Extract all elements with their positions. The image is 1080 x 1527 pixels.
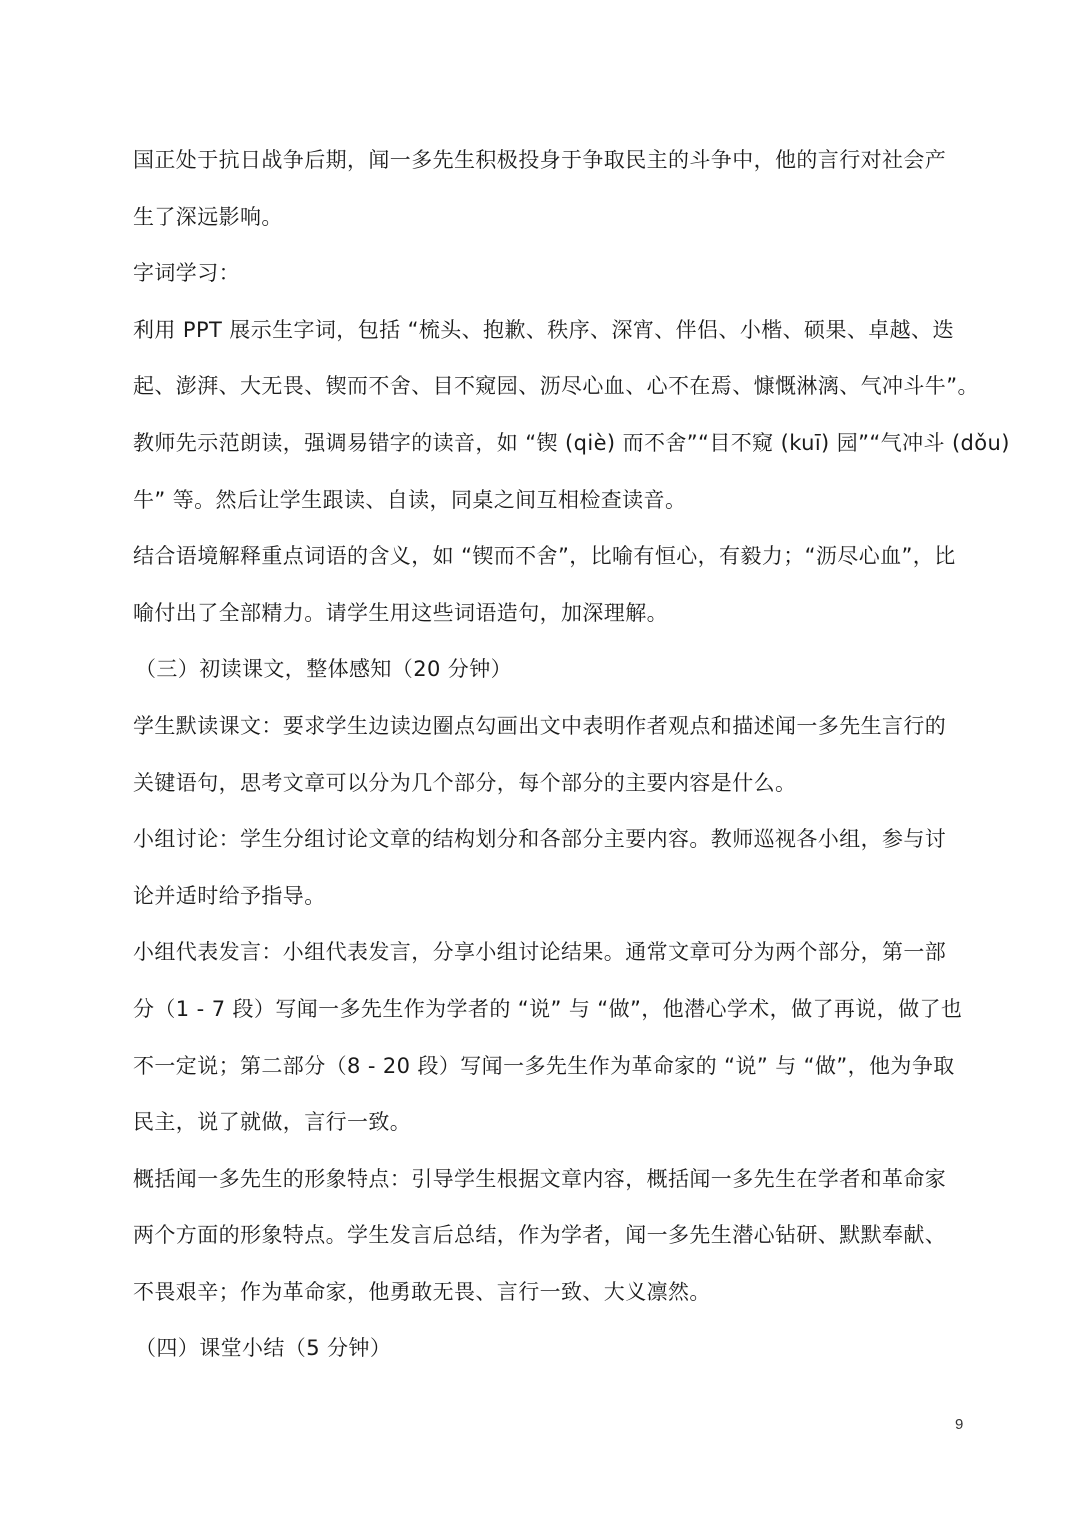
text-line: 利用 PPT 展示生字词，包括 “梳头、抱歉、秩序、深宵、伴侣、小楷、硕果、卓越、迭 <box>133 317 954 342</box>
page-number: 9 <box>955 1416 964 1433</box>
text-line: 学生默读课文：要求学生边读边圈点勾画出文中表明作者观点和描述闻一多先生言行的 <box>133 713 947 738</box>
text-line: 起、澎湃、大无畏、锲而不舍、目不窥园、沥尽心血、心不在焉、慷慨淋漓、气冲斗牛”。 <box>133 374 979 399</box>
section-heading-vocabulary: 字词学习： <box>133 261 240 286</box>
text-line: 概括闻一多先生的形象特点：引导学生根据文章内容，概括闻一多先生在学者和革命家 <box>133 1166 947 1191</box>
text-line: 不畏艰辛；作为革命家，他勇敢无畏、言行一致、大义凛然。 <box>133 1279 711 1304</box>
text-line: 喻付出了全部精力。请学生用这些词语造句，加深理解。 <box>133 600 668 625</box>
body-text <box>133 132 1010 1377</box>
text-line: 论并适时给予指导。 <box>133 883 326 908</box>
text-line: 小组代表发言：小组代表发言，分享小组讨论结果。通常文章可分为两个部分，第一部 <box>133 940 947 965</box>
text-line: 国正处于抗日战争后期，闻一多先生积极投身于争取民主的斗争中，他的言行对社会产 <box>133 148 947 172</box>
text-line: 教师先示范朗读，强调易错字的读音，如 “锲 (qiè) 而不舍”“目不窥 (kuī) 园”“气冲斗 (dǒu) <box>133 430 1010 455</box>
text-line: 结合语境解释重点词语的含义，如 “锲而不舍”，比喻有恒心，有毅力；“沥尽心血”，比 <box>133 544 956 569</box>
text-line: 分（1 - 7 段）写闻一多先生作为学者的 “说” 与 “做”，他潜心学术，做了再说，做了也 <box>133 996 963 1021</box>
section-heading-4: （四）课堂小结（5 分钟） <box>135 1336 392 1361</box>
text-line: 牛” 等。然后让学生跟读、自读，同桌之间互相检查读音。 <box>133 487 687 512</box>
section-heading-3: （三）初读课文，整体感知（20 分钟） <box>135 657 512 682</box>
text-line: 关键语句，思考文章可以分为几个部分，每个部分的主要内容是什么。 <box>133 770 797 795</box>
text-line: 小组讨论：学生分组讨论文章的结构划分和各部分主要内容。教师巡视各小组，参与讨 <box>133 827 947 852</box>
text-line: 两个方面的形象特点。学生发言后总结，作为学者，闻一多先生潜心钻研、默默奉献、 <box>133 1223 947 1248</box>
text-line: 民主，说了就做，言行一致。 <box>133 1110 412 1135</box>
text-line: 生了深远影响。 <box>133 204 283 229</box>
text-line: 不一定说；第二部分（8 - 20 段）写闻一多先生作为革命家的 “说” 与 “做”，他为争取 <box>133 1053 955 1078</box>
